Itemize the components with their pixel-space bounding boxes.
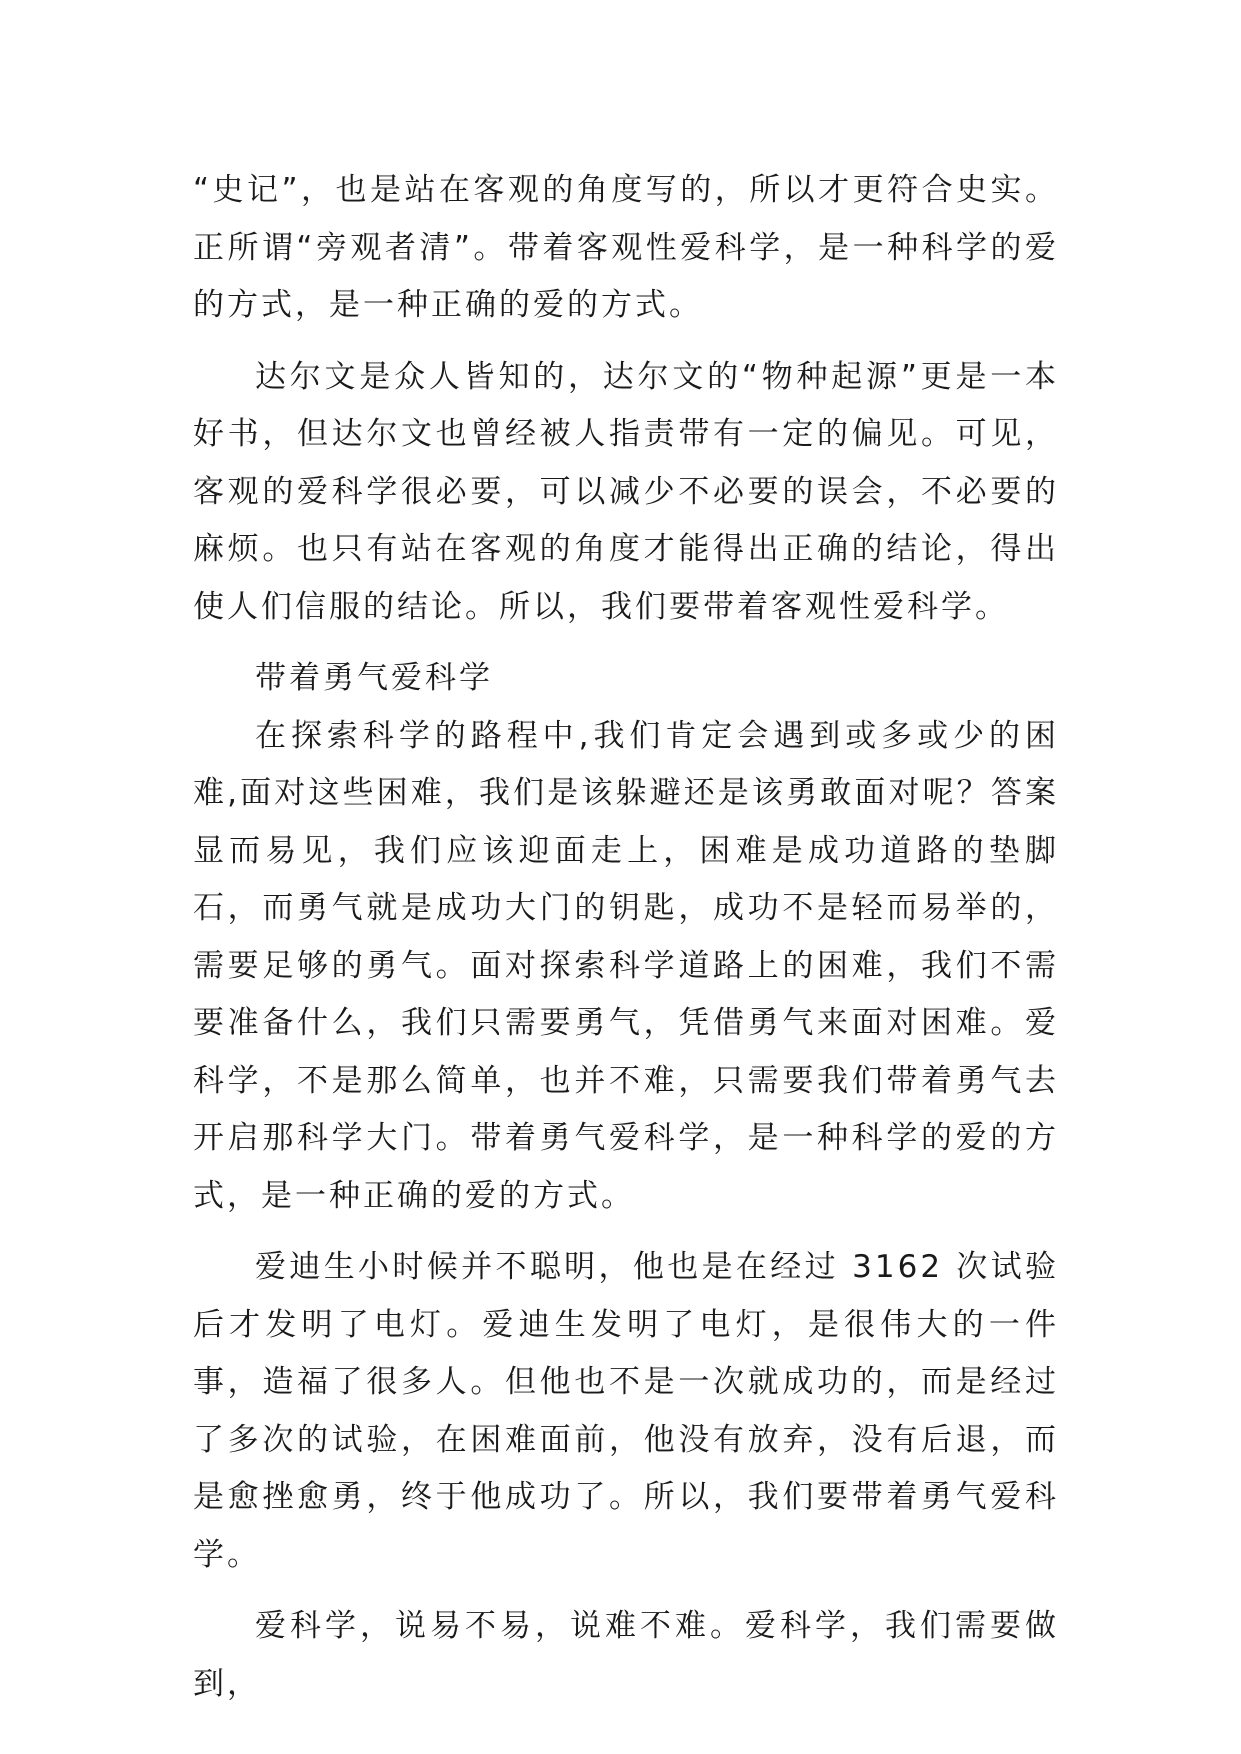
paragraph-4: 爱迪生小时候并不聪明，他也是在经过 3162 次试验后才发明了电灯。爱迪生发明了电灯，是很伟大的一件事，造福了很多人。但他也不是一次就成功的，而是经过了多次的试验，在困难面前，他没有放弃，没有后退，而是愈挫愈勇，终于他成功了。所以，我们要带着勇气爱科学。: [193, 1249, 1059, 1573]
paragraph-3: 在探索科学的路程中,我们肯定会遇到或多或少的困难,面对这些困难，我们是该躲避还是该勇敢面对呢？答案显而易见，我们应该迎面走上，困难是成功道路的垫脚石，而勇气就是成功大门的钥匙，成功不是轻而易举的，需要足够的勇气。面对探索科学道路上的困难，我们不需要准备什么，我们只需要勇气，凭借勇气来面对困难。爱科学，不是那么简单，也并不难，只需要我们带着勇气去开启那科学大门。带着勇气爱科学，是一种科学的爱的方式，是一种正确的爱的方式。: [193, 717, 1059, 1214]
paragraph-1: “史记”，也是站在客观的角度写的，所以才更符合史实。正所谓“旁观者清”。带着客观性爱科学，是一种科学的爱的方式，是一种正确的爱的方式。: [193, 172, 1059, 323]
paragraph-5: 爱科学，说易不易，说难不难。爱科学，我们需要做到，: [193, 1608, 1059, 1702]
paragraph-2: 达尔文是众人皆知的，达尔文的“物种起源”更是一本好书，但达尔文也曾经被人指责带有一定的偏见。可见，客观的爱科学很必要，可以减少不必要的误会，不必要的麻烦。也只有站在客观的角度才能得出正确的结论，得出使人们信服的结论。所以，我们要带着客观性爱科学。: [193, 358, 1059, 625]
document-body: [193, 162, 1059, 1727]
section-heading: 带着勇气爱科学: [255, 660, 493, 696]
